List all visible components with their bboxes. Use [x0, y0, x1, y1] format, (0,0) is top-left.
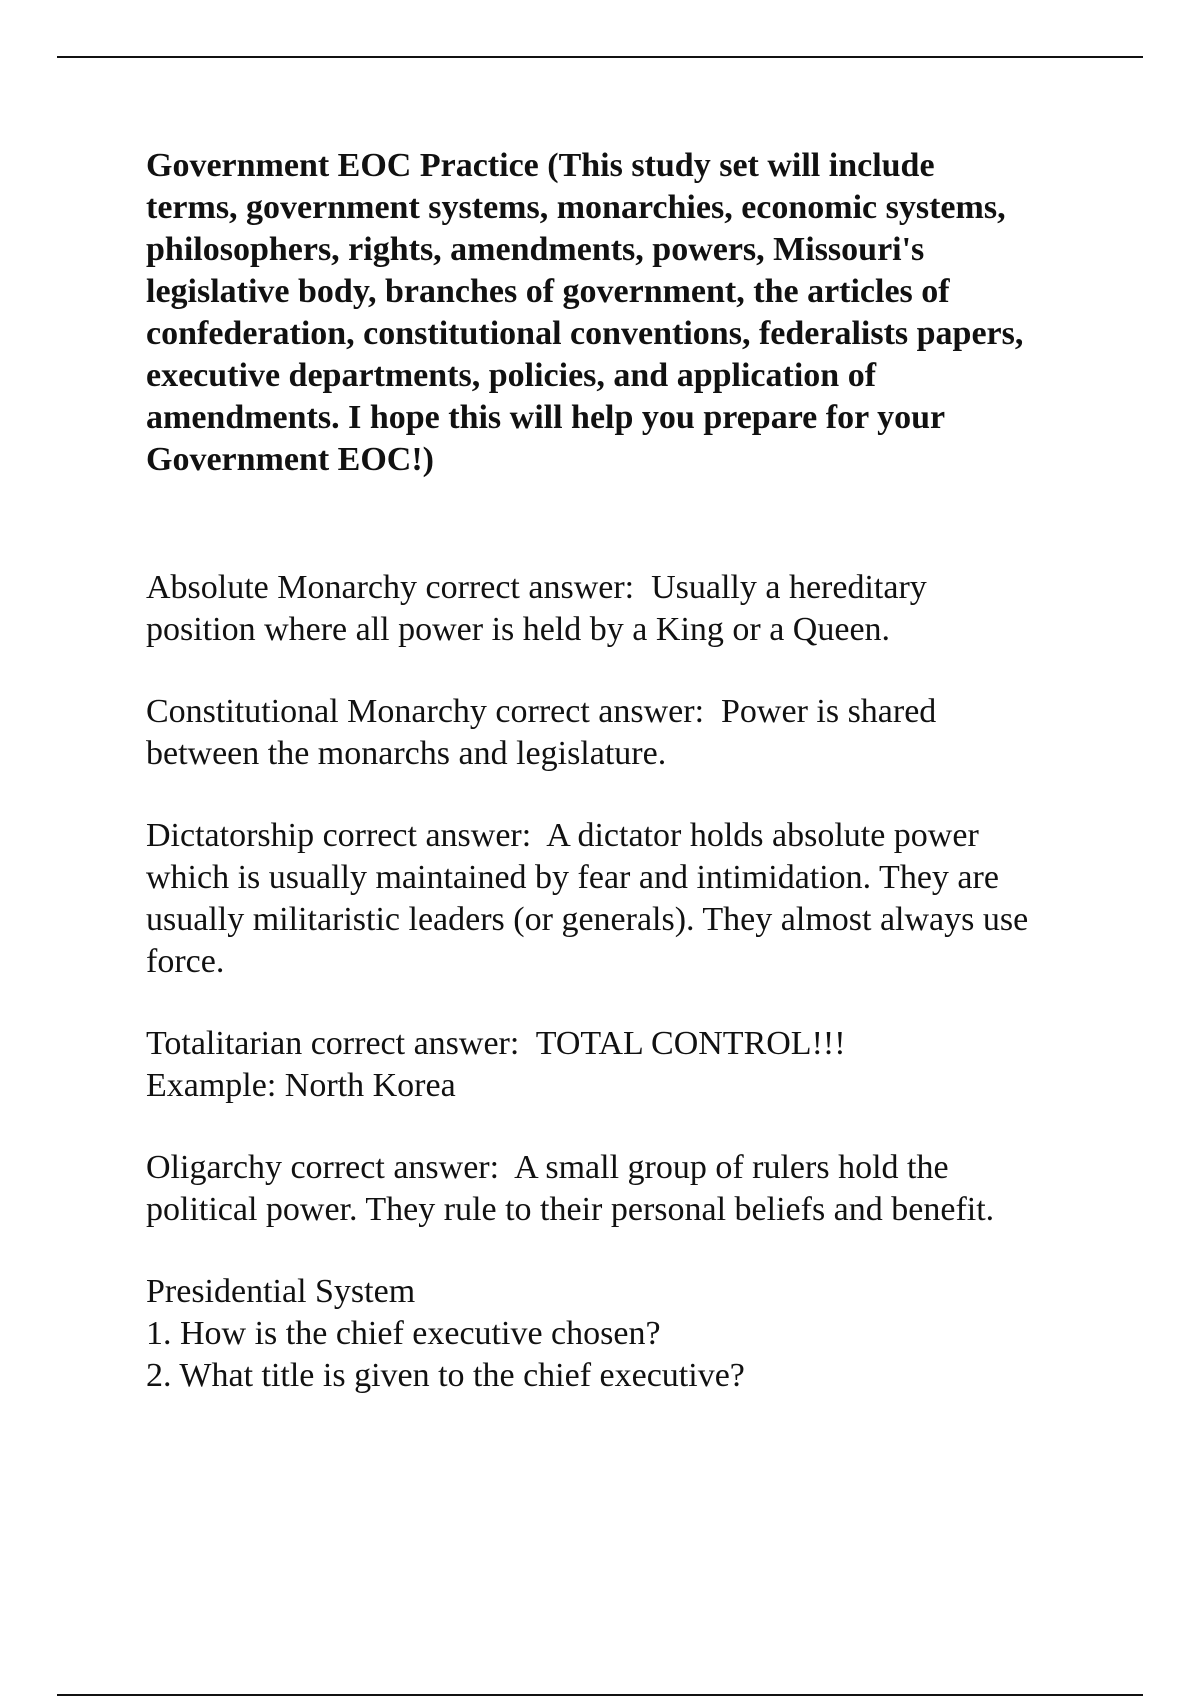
title-line: philosophers, rights, amendments, powers, Missouri's [146, 231, 925, 268]
entry-line: Example: North Korea [146, 1067, 456, 1104]
entry-line: Presidential System [146, 1273, 416, 1310]
top-rule [57, 56, 1143, 58]
entry-line: Oligarchy correct answer: A small group of rulers hold the [146, 1149, 949, 1186]
flashcard-constitutional-monarchy [146, 691, 1096, 775]
flashcard-absolute-monarchy [146, 567, 1096, 651]
flashcard-list [146, 567, 1096, 1397]
title-line: legislative body, branches of government, the articles of [146, 273, 950, 310]
entry-line: Constitutional Monarchy correct answer: Power is shared [146, 693, 937, 730]
entry-line: force. [146, 943, 225, 980]
flashcard-totalitarian [146, 1023, 1096, 1107]
entry-line: between the monarchs and legislature. [146, 735, 667, 772]
bottom-rule [57, 1694, 1143, 1696]
entry-line: Absolute Monarchy correct answer: Usually a hereditary [146, 569, 927, 606]
title-line: Government EOC Practice (This study set will include [146, 147, 935, 184]
title-line: confederation, constitutional conventions, federalists papers, [146, 315, 1024, 352]
title-line: executive departments, policies, and application of [146, 357, 877, 394]
entry-line: position where all power is held by a King or a Queen. [146, 611, 891, 648]
entry-line: Dictatorship correct answer: A dictator holds absolute power [146, 817, 979, 854]
entry-line: which is usually maintained by fear and intimidation. They are [146, 859, 999, 896]
flashcard-presidential-system [146, 1271, 1096, 1397]
document-title [146, 145, 1096, 481]
flashcard-oligarchy [146, 1147, 1096, 1231]
title-line: Government EOC!) [146, 441, 435, 478]
entry-line: 1. How is the chief executive chosen? [146, 1315, 661, 1352]
title-line: terms, government systems, monarchies, economic systems, [146, 189, 1006, 226]
entry-line: political power. They rule to their personal beliefs and benefit. [146, 1191, 995, 1228]
entry-line: Totalitarian correct answer: TOTAL CONTROL!!! [146, 1025, 846, 1062]
document-body [146, 145, 1096, 1437]
title-line: amendments. I hope this will help you prepare for your [146, 399, 946, 436]
entry-line: 2. What title is given to the chief executive? [146, 1357, 745, 1394]
entry-line: usually militaristic leaders (or generals). They almost always use [146, 901, 1029, 938]
flashcard-dictatorship [146, 815, 1096, 983]
